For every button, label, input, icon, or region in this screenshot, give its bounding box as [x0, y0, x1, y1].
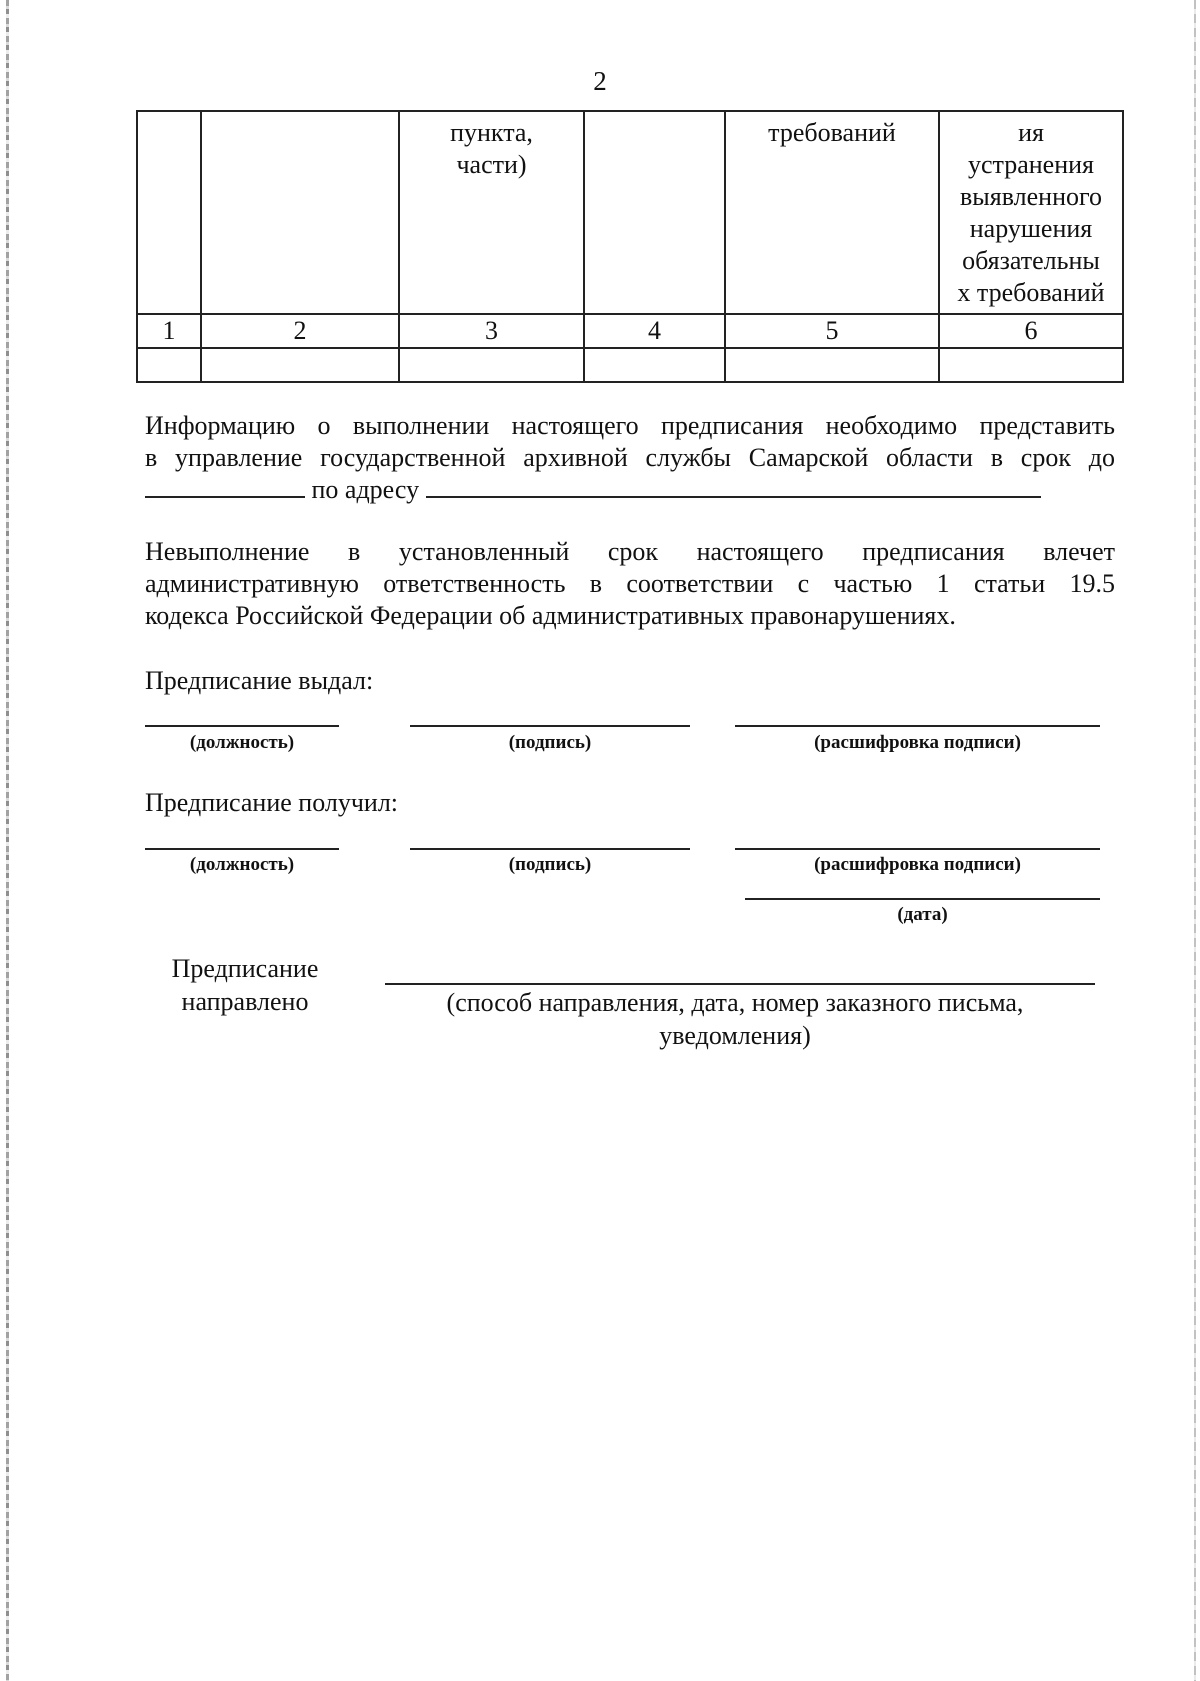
address-label: по адресу	[311, 475, 420, 504]
issued-position-line	[145, 725, 339, 727]
deadline-blank-line	[145, 474, 305, 498]
sent-label-line-2: направлено	[181, 987, 309, 1016]
issued-decoding-caption: (расшифровка подписи)	[814, 732, 1021, 753]
issued-decoding-line	[735, 725, 1100, 727]
table-cell	[201, 111, 399, 314]
info-paragraph	[145, 410, 1115, 506]
table-cell: 4	[584, 314, 725, 348]
table-row	[137, 348, 1123, 382]
table-cell	[725, 348, 939, 382]
received-signature-line	[410, 848, 690, 850]
penalty-paragraph	[145, 536, 1115, 632]
scan-edge-right	[1194, 0, 1196, 1681]
table-cell	[584, 111, 725, 314]
sent-method-line	[385, 983, 1095, 985]
table-cell	[399, 348, 584, 382]
received-signature-caption: (подпись)	[508, 854, 592, 875]
penalty-line-1: Невыполнение в установленный срок настоящего предписания влечет	[145, 537, 1115, 566]
received-by-label: Предписание получил:	[145, 788, 399, 817]
table-header-row	[137, 111, 1123, 314]
table-cell	[137, 348, 201, 382]
penalty-line-2: административную ответственность в соответствии с частью 1 статьи 19.5	[145, 569, 1115, 598]
sent-caption-line-2: уведомления)	[659, 1021, 811, 1050]
table-cell: 2	[201, 314, 399, 348]
table-cell: 6	[939, 314, 1123, 348]
info-line-1: Информацию о выполнении настоящего предписания необходимо представить	[145, 411, 1115, 440]
table-numbering-row	[137, 314, 1123, 348]
received-position-caption: (должность)	[189, 854, 295, 875]
issued-position-caption: (должность)	[189, 732, 295, 753]
table-cell	[201, 348, 399, 382]
sent-label	[145, 952, 345, 1018]
sent-label-line-1: Предписание	[171, 954, 319, 983]
issued-signature-line	[410, 725, 690, 727]
table-cell: ия устранения выявленного нарушения обязательны х требований	[939, 111, 1123, 314]
table-cell	[137, 111, 201, 314]
table-cell	[939, 348, 1123, 382]
table-cell	[584, 348, 725, 382]
info-line-3	[145, 474, 1115, 506]
received-position-line	[145, 848, 339, 850]
table-cell: 3	[399, 314, 584, 348]
table-cell: пункта, части)	[399, 111, 584, 314]
table-cell: 1	[137, 314, 201, 348]
page-number: 2	[593, 66, 607, 96]
sent-caption-line-1: (способ направления, дата, номер заказного письма,	[446, 988, 1024, 1017]
received-decoding-line	[735, 848, 1100, 850]
sent-caption	[385, 986, 1085, 1052]
table-cell: требований	[725, 111, 939, 314]
address-blank-line	[426, 474, 1041, 498]
info-line-2: в управление государственной архивной службы Самарской области в срок до	[145, 443, 1115, 472]
table-cell: 5	[725, 314, 939, 348]
issued-by-label: Предписание выдал:	[145, 666, 374, 695]
penalty-line-3: кодекса Российской Федерации об административных правонарушениях.	[145, 601, 956, 630]
received-date-caption: (дата)	[897, 904, 948, 925]
received-decoding-caption: (расшифровка подписи)	[814, 854, 1021, 875]
violations-table	[136, 110, 1124, 383]
scan-edge-left	[6, 0, 9, 1681]
received-date-line	[745, 898, 1100, 900]
issued-signature-caption: (подпись)	[508, 732, 592, 753]
